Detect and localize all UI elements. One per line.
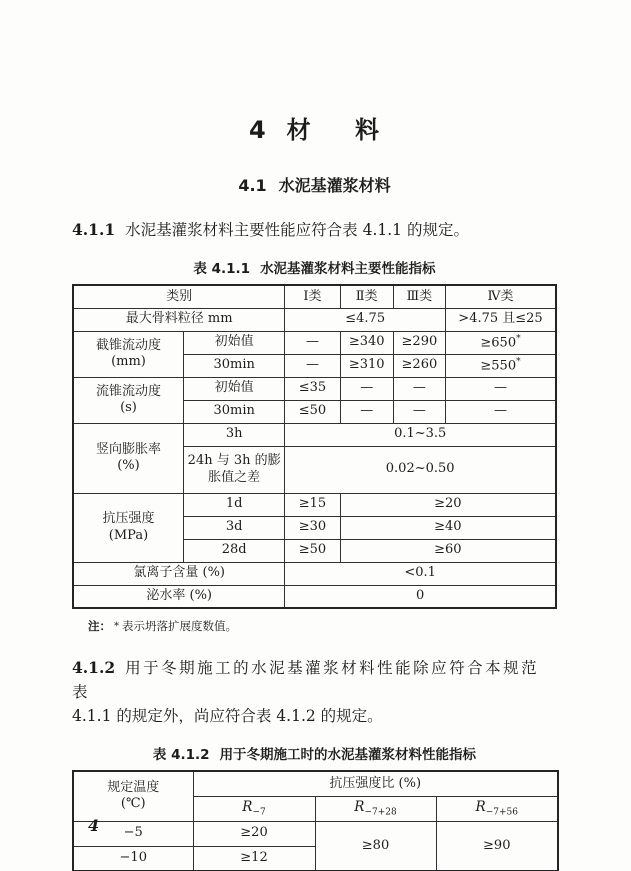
table-cell: 30min bbox=[183, 354, 284, 377]
table-cell: 0 bbox=[285, 585, 556, 608]
table-row-header bbox=[73, 285, 556, 308]
table-cell: ≥310 bbox=[340, 354, 393, 377]
table-cell: Ⅲ类 bbox=[393, 285, 445, 308]
section-number: 4.1 bbox=[238, 176, 267, 195]
table-cell: −5 bbox=[73, 821, 193, 846]
table-cell: 泌水率 (%) bbox=[73, 585, 285, 608]
table-row-strength-1d bbox=[73, 493, 556, 516]
table-4-1-1 bbox=[72, 284, 557, 609]
symbol-subscript: −7 bbox=[252, 807, 266, 818]
cell-value: ≥550 bbox=[480, 358, 517, 374]
page-content bbox=[72, 0, 557, 871]
table-cell: ≥15 bbox=[285, 493, 340, 516]
table-row-header-group bbox=[73, 771, 558, 796]
table-cell bbox=[193, 796, 315, 821]
table-cell: 抗压强度比 (%) bbox=[193, 771, 558, 796]
symbol-r: R bbox=[354, 798, 365, 815]
table-cell: — bbox=[446, 400, 557, 423]
table-cell: Ⅰ类 bbox=[285, 285, 340, 308]
group-unit: (s) bbox=[120, 400, 137, 415]
chapter-number: 4 bbox=[248, 116, 267, 144]
cell-value: ≥650 bbox=[480, 335, 517, 351]
table-cell: ≥90 bbox=[436, 821, 558, 871]
table-cell: ≤35 bbox=[285, 377, 340, 400]
clause-number: 4.1.1 bbox=[72, 220, 116, 239]
symbol-r: R bbox=[242, 798, 253, 815]
chapter-title bbox=[72, 110, 557, 145]
table-cell: ≤4.75 bbox=[285, 308, 446, 331]
table-cell: ≥30 bbox=[285, 516, 340, 539]
footnote-mark: * bbox=[516, 333, 521, 344]
group-label: 规定温度 bbox=[107, 780, 160, 795]
symbol-subscript: −7+28 bbox=[364, 807, 397, 818]
table-row-chloride bbox=[73, 562, 556, 585]
table-cell: 24h 与 3h 的膨胀值之差 bbox=[183, 446, 284, 493]
table-cell: ≥290 bbox=[393, 331, 445, 354]
table-2-caption bbox=[72, 743, 557, 763]
note-text: 表示坍落扩展度数值。 bbox=[122, 619, 237, 633]
table-row-funnel-flow-initial bbox=[73, 377, 556, 400]
table-cell: 3d bbox=[183, 516, 284, 539]
table-cell: Ⅱ类 bbox=[340, 285, 393, 308]
symbol-r: R bbox=[475, 798, 486, 815]
table-1-caption-label: 表 4.1.1 bbox=[193, 261, 251, 277]
table-row-cone-flow-initial bbox=[73, 331, 556, 354]
table-cell-group-label bbox=[73, 423, 183, 493]
clause-4-1-2 bbox=[72, 656, 557, 728]
clause-text: 水泥基灌浆材料主要性能应符合表 4.1.1 的规定。 bbox=[125, 221, 469, 239]
table-cell: ≥60 bbox=[340, 539, 556, 562]
table-cell: — bbox=[446, 377, 557, 400]
table-row-aggregate-size bbox=[73, 308, 556, 331]
table-cell: 0.1~3.5 bbox=[285, 423, 556, 446]
table-1-caption bbox=[72, 257, 557, 277]
table-cell: 氯离子含量 (%) bbox=[73, 562, 285, 585]
section-title-text: 水泥基灌浆材料 bbox=[278, 176, 391, 195]
table-cell-group-label bbox=[73, 377, 183, 423]
clause-4-1-1 bbox=[72, 218, 557, 242]
table-cell: Ⅳ类 bbox=[446, 285, 557, 308]
table-cell-group-label bbox=[73, 771, 193, 821]
table-row-bleeding bbox=[73, 585, 556, 608]
group-unit: (%) bbox=[117, 458, 140, 473]
table-cell: — bbox=[340, 400, 393, 423]
table-cell: — bbox=[340, 377, 393, 400]
section-title bbox=[72, 173, 557, 196]
table-cell: <0.1 bbox=[285, 562, 556, 585]
symbol-subscript: −7+56 bbox=[485, 807, 518, 818]
table-cell: 初始值 bbox=[183, 377, 284, 400]
table-cell: 初始值 bbox=[183, 331, 284, 354]
note-prefix: 注： bbox=[88, 619, 111, 633]
table-cell: −10 bbox=[73, 846, 193, 871]
group-label: 截锥流动度 bbox=[95, 337, 161, 353]
table-cell: ≥40 bbox=[340, 516, 556, 539]
table-cell-group-label bbox=[73, 331, 183, 377]
group-unit: (℃) bbox=[120, 796, 146, 812]
table-cell: 30min bbox=[183, 400, 284, 423]
table-cell: >4.75 且≤25 bbox=[446, 308, 557, 331]
page-number: 4 bbox=[88, 816, 100, 835]
table-cell: — bbox=[285, 331, 340, 354]
table-cell bbox=[446, 354, 557, 377]
group-label: 抗压强度 bbox=[102, 511, 155, 527]
table-cell: — bbox=[393, 377, 445, 400]
clause-text-line1: 用于冬期施工的水泥基灌浆材料性能除应符合本规范表 bbox=[72, 659, 540, 701]
clause-number: 4.1.2 bbox=[72, 658, 116, 677]
table-row-minus5 bbox=[73, 821, 558, 846]
table-cell: — bbox=[393, 400, 445, 423]
group-unit: (mm) bbox=[111, 354, 146, 369]
table-cell: ≥80 bbox=[315, 821, 436, 871]
table-row-expansion-3h bbox=[73, 423, 556, 446]
table-cell: ≥20 bbox=[340, 493, 556, 516]
table-cell: 最大骨料粒径 mm bbox=[73, 308, 285, 331]
table-4-1-2 bbox=[72, 770, 559, 871]
footnote-mark: * bbox=[516, 356, 521, 367]
table-cell: ≥50 bbox=[285, 539, 340, 562]
table-1-note bbox=[72, 618, 557, 634]
table-cell: 1d bbox=[183, 493, 284, 516]
table-1-caption-title: 水泥基灌浆材料主要性能指标 bbox=[260, 261, 436, 277]
table-cell: 类别 bbox=[73, 285, 285, 308]
table-cell bbox=[436, 796, 558, 821]
group-label: 流锥流动度 bbox=[95, 383, 161, 399]
table-cell-group-label bbox=[73, 493, 183, 562]
group-unit: (MPa) bbox=[108, 527, 149, 543]
table-cell: — bbox=[285, 354, 340, 377]
clause-text-line2: 4.1.1 的规定外，尚应符合表 4.1.2 的规定。 bbox=[72, 707, 383, 725]
table-2-caption-label: 表 4.1.2 bbox=[152, 747, 210, 763]
table-cell: ≥340 bbox=[340, 331, 393, 354]
table-cell: ≤50 bbox=[285, 400, 340, 423]
group-label: 竖向膨胀率 bbox=[95, 441, 161, 457]
table-2-caption-title: 用于冬期施工时的水泥基灌浆材料性能指标 bbox=[219, 747, 477, 763]
table-cell: 3h bbox=[183, 423, 284, 446]
table-cell bbox=[446, 331, 557, 354]
table-cell: 0.02~0.50 bbox=[285, 446, 556, 493]
table-cell: ≥12 bbox=[193, 846, 315, 871]
table-cell bbox=[315, 796, 436, 821]
chapter-title-text: 材 料 bbox=[286, 116, 381, 144]
table-cell: ≥20 bbox=[193, 821, 315, 846]
table-cell: 28d bbox=[183, 539, 284, 562]
table-cell: ≥260 bbox=[393, 354, 445, 377]
footnote-mark: * bbox=[114, 621, 119, 632]
